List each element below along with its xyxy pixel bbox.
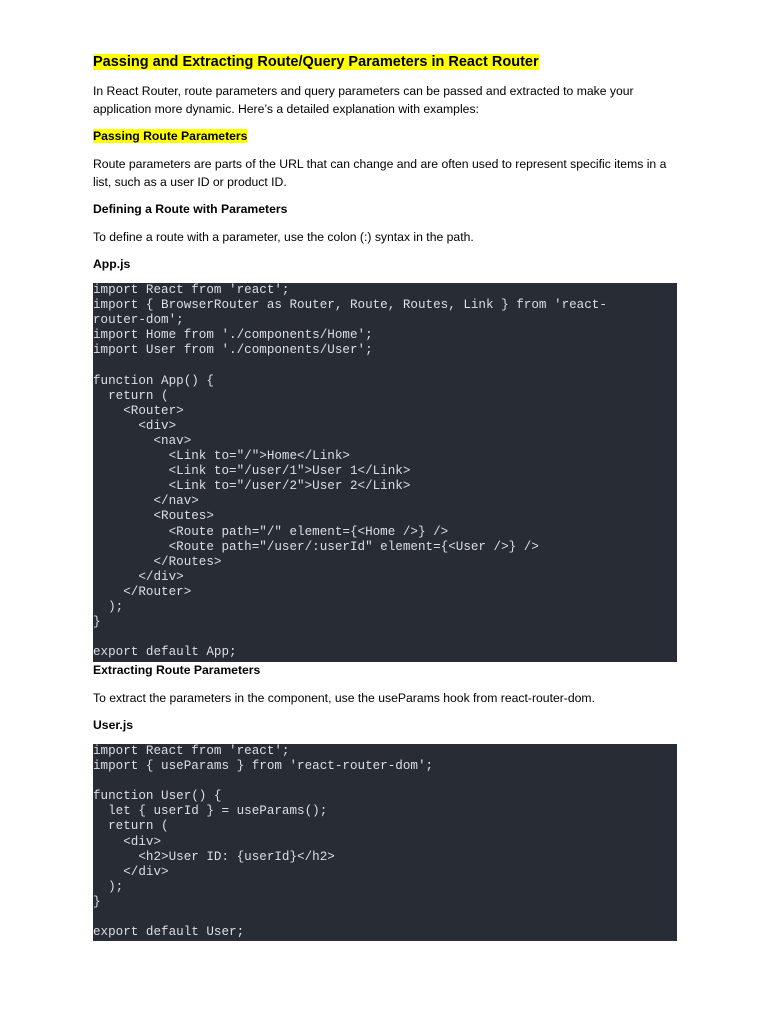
define-route-instruction: To define a route with a parameter, use the colon (:) syntax in the path. — [93, 230, 474, 244]
code-line: import React from 'react'; — [93, 744, 290, 758]
code-line: export default User; — [93, 925, 245, 940]
code-line: export default App; — [93, 645, 237, 660]
code-line: <Routes> — [93, 509, 214, 524]
passing-route-parameters-heading — [93, 127, 247, 145]
code-line: </Routes> — [93, 554, 222, 569]
code-line: <Link to="/">Home</Link> — [93, 449, 350, 464]
app-js-file-label: App.js — [93, 257, 131, 271]
code-line: </nav> — [93, 494, 199, 509]
code-line: <h2>User ID: {userId}</h2> — [93, 849, 335, 864]
code-line: import { BrowserRouter as Router, Route, Routes, Link } from 'react- — [93, 298, 607, 313]
code-line: <Link to="/user/1">User 1</Link> — [93, 464, 411, 479]
code-line: } — [93, 894, 101, 909]
code-line: <nav> — [93, 433, 192, 448]
code-line: <Link to="/user/2">User 2</Link> — [93, 479, 411, 494]
code-line: <div> — [93, 834, 162, 849]
code-line: <Route path="/" element={<Home />} /> — [93, 524, 449, 539]
code-line: ); — [93, 599, 124, 614]
code-line — [93, 910, 677, 925]
code-line: <Route path="/user/:userId" element={<User />} /> — [93, 539, 539, 554]
passing-route-parameters-heading-text: Passing Route Parameters — [93, 129, 248, 143]
code-line: let { userId } = useParams(); — [93, 804, 328, 819]
code-line: <div> — [93, 418, 177, 433]
route-parameters-description: Route parameters are parts of the URL that can change and are often used to represent specific items in a list, such as a user ID or product ID. — [93, 157, 667, 189]
code-line: <Router> — [93, 403, 184, 418]
code-line: </div> — [93, 569, 184, 584]
code-line — [93, 358, 677, 373]
code-line: } — [93, 615, 101, 630]
extracting-route-subheading: Extracting Route Parameters — [93, 663, 261, 677]
code-line: return ( — [93, 388, 169, 403]
intro-paragraph: In React Router, route parameters and query parameters can be passed and extracted to make your application more dynamic. Here’s a detailed explanation with examples: — [93, 84, 634, 116]
code-line: ); — [93, 879, 124, 894]
code-line: </div> — [93, 864, 169, 879]
user-js-code-block — [93, 744, 677, 941]
extract-params-instruction: To extract the parameters in the component, use the useParams hook from react-router-dom. — [93, 691, 595, 705]
code-line: import User from './components/User'; — [93, 343, 373, 358]
defining-route-subheading: Defining a Route with Parameters — [93, 202, 288, 216]
app-js-code-block — [93, 283, 677, 662]
document-title — [93, 52, 539, 72]
document-title-text: Passing and Extracting Route/Query Parameters in React Router — [93, 54, 539, 70]
code-line — [93, 774, 677, 789]
code-line: import Home from './components/Home'; — [93, 328, 373, 343]
code-line: function App() { — [93, 373, 214, 388]
code-line: router-dom'; — [93, 313, 184, 328]
code-line: </Router> — [93, 584, 192, 599]
code-line: function User() { — [93, 789, 222, 804]
code-line: import { useParams } from 'react-router-dom'; — [93, 759, 434, 774]
code-line — [93, 630, 677, 645]
code-line: return ( — [93, 819, 169, 834]
user-js-file-label: User.js — [93, 718, 133, 732]
code-line: import React from 'react'; — [93, 283, 290, 297]
